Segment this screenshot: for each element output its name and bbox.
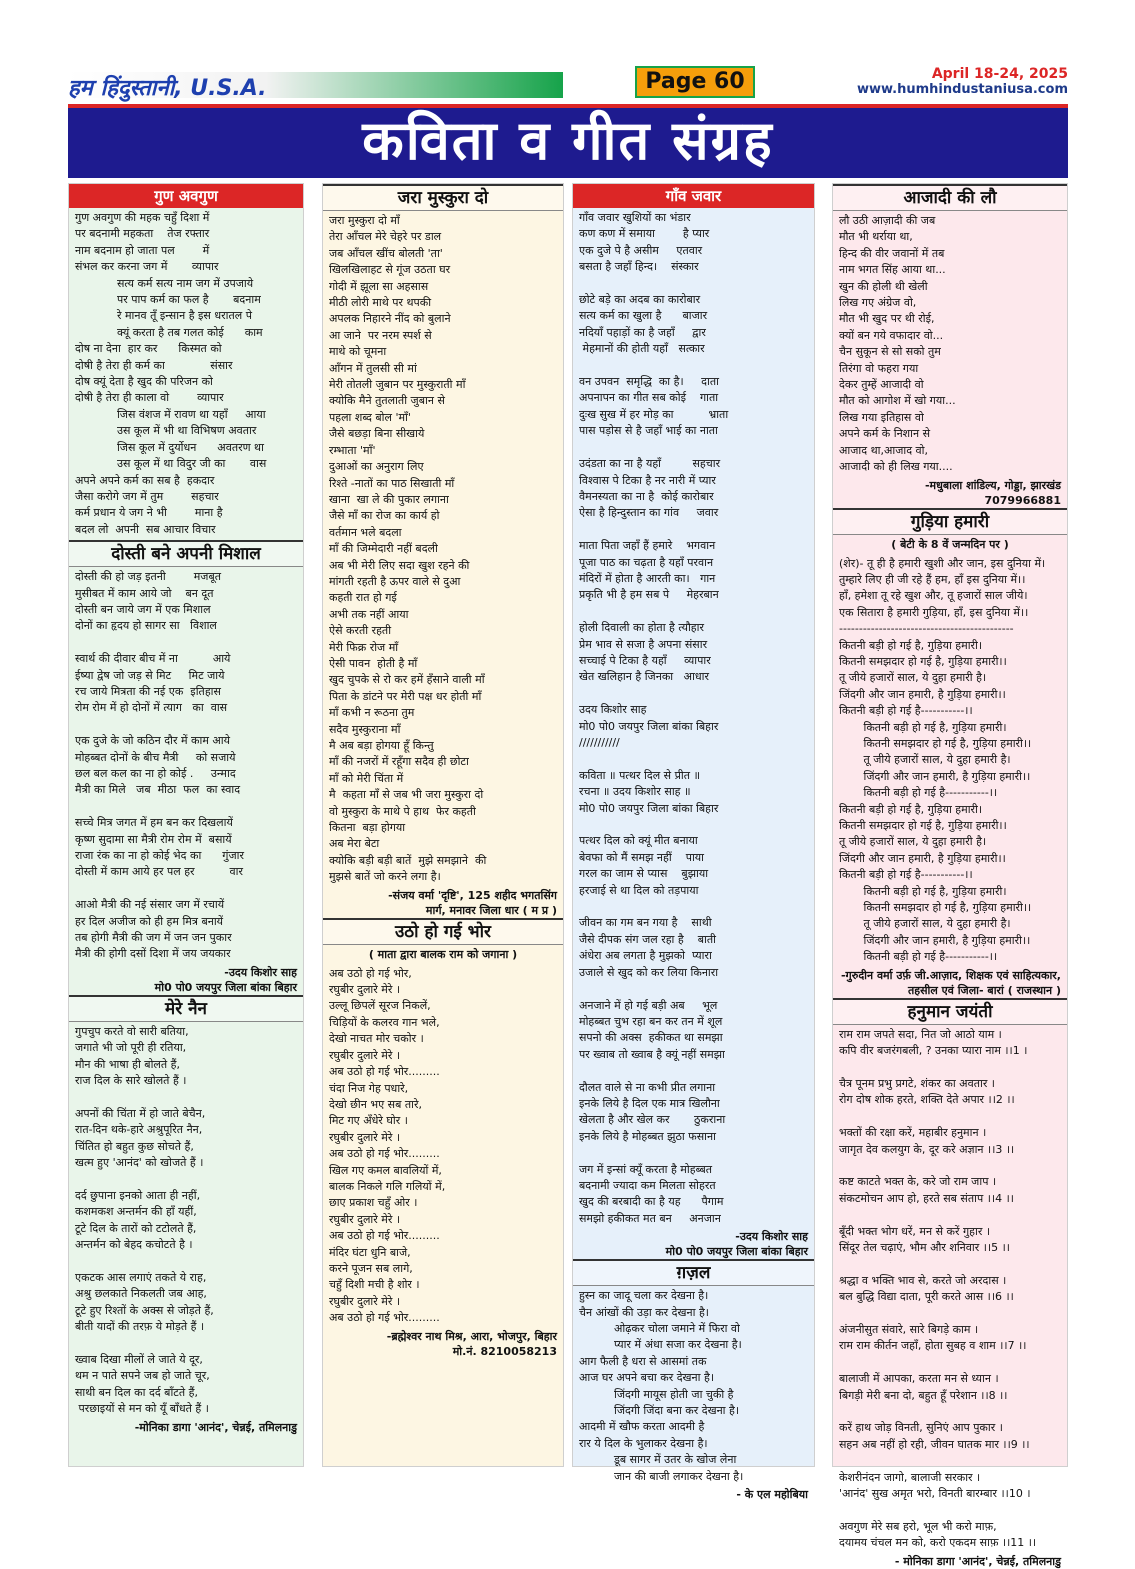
- poem-author: -गुरुदीन वर्मा उर्फ़ जी.आज़ाद, शिक्षक एवं साहित्यकार, तहसील एवं जिला- बारां ( राजस्थान ): [840, 968, 1061, 997]
- website-url[interactable]: www.humhindustaniusa.com: [856, 82, 1068, 97]
- poem-title: उठो हो गई भोर: [323, 918, 563, 945]
- poem-text: जरा मुस्कुरा दो माँ तेरा आँचल मेरे चेहरे पर डाल जब आँचल खींच बोलती 'ता' खिलखिलाहट से गूंज उठता घर गोदी में झूला सा अहसास मीठी लोरी माथे पर थपकी अपलक निहारने नींद को बुलाने आ जाने पर नरम स्पर्श से माथे को चूमना आँगन में तुलसी सी मां मेरी तोतली जुबान पर मुस्कुराती माँ क्योकि मैने तुतलाती जुबान से पहला शब्द बोल 'माँ' जैसे बछड़ा बिना सीखाये रम्भाता 'माँ' दुआओं का अनुराग लिए रिश्ते -नातों का पाठ सिखाती माँ खाना खा ले की पुकार लगाना जैसे माँ का रोज का कार्य हो वर्तमान भले बदला माँ की जिम्मेदारी नहीं बदली अब भी मेरी लिए सदा खुश रहने की मांगती रहती है ऊपर वाले से दुआ कहती रात हो गई अभी तक नहीं आया ऐसे करती रहती मेरी फिक्र रोज माँ ऐसी पावन होती है माँ खुद चुपके से रो कर हमें हँसाने वाली माँ पिता के डांटने पर मेरी पक्ष धर होती माँ माँ कभी न रूठना तुम सदैव मुस्कुराना माँ मै अब बड़ा होगया हूँ किन्तु माँ की नजरों में रहूँगा सदैव ही छोटा माँ को मेरी चिंता में मै कहता माँ से जब भी जरा मुस्कुरा दो वो मुस्कुरा के माथे पे हाथ फेर कहती कितना बड़ा होगया अब मेरा बेटा क्योकि बड़ी बड़ी बातें मुझे समझाने की मुझसे बातें जो करने लगा है।: [329, 214, 487, 884]
- page-number: Page 60: [635, 66, 755, 98]
- poem-text: दोस्ती की हो जड़ इतनी मजबूत मुसीबत में काम आये जो बन दूत दोस्ती बन जाये जग में एक मिशाल दोनों का हृदय हो सागर सा विशाल स्वार्थ की दीवार बीच में ना आये ईष्या द्वेष जो जड़ से मिट मिट जाये रच जाये मित्रता की नई एक इतिहास रोम रोम में हो दोनों में त्याग का वास एक दुजे के जो कठिन दौर में काम आये मोहब्बत दोनों के बीच मैत्री को सजाये छल बल कल का ना हो कोई . उन्माद मैत्री का मिले जब मीठा फल का स्वाद सच्चे मित्र जगत में हम बन कर दिखलायें कृष्ण सुदामा सा मैत्री रोम रोम में बसायें राजा रंक का ना हो कोई भेद का गुंजार दोस्ती में काम आये हर पल हर वार आओ मैत्री की नई संसार जग में रचायें हर दिल अजीज को ही हम मित्र बनायें तब होगी मैत्री की जग में जन जन पुकार मैत्री की होगी दसों दिशा में जय जयकार: [75, 570, 244, 961]
- poem-title: गुण अवगुण: [69, 184, 303, 208]
- poem-text: लौ उठी आज़ादी की जब मौत भी थर्राया था, हिन्द की वीर जवानों में तब नाम भगत सिंह आया था... खुन की होली थी खेली लिख गए अंग्रेज वो, मौत भी खुद पर थी रोई, क्यों बन गये वफादार वो... चैन सुकून से सो सको तुम तिरंगा वो फहरा गया देकर तुम्हें आजादी वो मौत को आगोश में खो गया... लिख गया इतिहास वो अपने कर्म के निशान से आजाद था,आजाद वो, आजादी को ही लिख गया....: [839, 214, 956, 474]
- poem-subtitle: ( माता द्वारा बालक राम को जगाना ): [368, 947, 518, 961]
- poem-author: -मधुबाला शांडिल्य, गोड्डा, झारखंड 7079966881: [924, 478, 1061, 507]
- poem-subtitle: ( बेटी के 8 वें जन्मदिन पर ): [891, 537, 1009, 551]
- poem-author: -मोनिका डागा 'आनंद', चेन्नई, तमिलनाडु: [134, 1420, 297, 1434]
- publication-name: हम हिंदुस्तानी, U.S.A.: [68, 76, 267, 101]
- poem-text: गुपचुप करते वो सारी बतिया, जगाते भी जो पूरी ही रतिया, मौन की भाषा ही बोलते हैं, राज दिल के सारे खोलते हैं । अपनों की चिंता में हो जाते बेचैन, रात-दिन थके-हारे अश्रुपूरित नैन, चिंतित हो बहुत कुछ सोचते हैं, खत्म हुए 'आनंद' को खोजते हैं । दर्द छुपाना इनको आता ही नहीं, कशमकश अन्तर्मन की हाँ यहीं, टूटे दिल के तारों को टटोलते हैं, अन्तर्मन को बेहद कचोटते है । एकटक आस लगाएं तकते ये राह, अश्रु छलकाते निकलती जब आह, टूटे हुए रिश्तों के अक्स से जोड़ते हैं, बीती यादों की तरफ़ ये मोड़ते हैं । ख्वाब दिखा मीलों ले जाते ये दूर, थम न पाते सपने जब हो जाते चूर, साथी बन दिल का दर्द बाँटते हैं, परछाइयों से मन को यूँ बाँधते हैं ।: [75, 1024, 214, 1416]
- poem-title: हनुमान जयंती: [833, 998, 1067, 1025]
- column-2: [322, 183, 564, 1467]
- poem-title: मेरे नैन: [69, 995, 303, 1022]
- poem-text: अब उठो हो गई भोर, रघुबीर दुलारे मेरे । उल्लू छिपलें सूरज निकलें, चिड़ियों के कलरव गान भले, देखो नाचत मोर चकोर । रघुबीर दुलारे मेरे । अब उठो हो गई भोर......... चंदा निज गेह पधारे, देखो छीन भए सब तारे, मिट गए अँधेरे घोर । रघुबीर दुलारे मेरे । अब उठो हो गई भोर......... खिल गए कमल बावलियों में, बालक निकले गलि गलियों में, छाए प्रकाश चहुँ ओर । रघुबीर दुलारे मेरे । अब उठो हो गई भोर......... मंदिर घंटा धुनि बाजे, करने पूजन सब लागे, चहुँ दिशी मची है शोर । रघुबीर दुलारे मेरे । अब उठो हो गई भोर.........: [329, 966, 446, 1325]
- poem-text: गाँव जवार खुशियों का भंडार कण कण में समाया है प्यार एक दुजे पे है असीम एतवार बसता है जहाँ हिन्द। संस्कार छोटे बड़े का अदब का कारोबार सत्य कर्म का खुला है बाजार नदियाँ पहाड़ों का है जहाँ द्वार मेहमानों की होती यहाँ सत्कार वन उपवन समृद्धि का है। दाता अपनापन का गीत सब कोई गाता दुःख सुख में हर मोड़ का भ्राता पास पड़ोस से है जहाँ भाई का नाता उदंडता का ना है यहाँ सहचार विश्वास पे टिका है नर नारी में प्यार वैमनस्यता का ना है कोई कारोबार ऐसा है हिन्दुस्तान का गांव जवार माता पिता जहाँ हैं हमारे भगवान पूजा पाठ का चढ़ता है यहाँ परवान मंदिरों में होता है आरती का। गान प्रकृति भी है हम सब पे मेहरबान होली दिवाली का होता है त्यौहार प्रेम भाव से सजा है अपना संसार सच्चाई पे टिका है यहाँ व्यापार खेत खलिहान है जिनका आधार उदय किशोर साह मो0 पो0 जयपुर जिला बांका बिहार /////////// कविता ॥ पत्थर दिल से प्रीत ॥ रचना ॥ उदय किशोर साह ॥ मो0 पो0 जयपुर जिला बांका बिहार पत्थर दिल को क्यूं मीत बनाया बेवफा को मैं समझ नहीं पाया गरल का जाम से प्यास बुझाया हरजाई से था दिल को तड़पाया जीवन का गम बन गया है साथी जैसे दीपक संग जल रहा है बाती अंधेरा अब लगता है मुझको प्यारा उजाले से खुद को कर लिया किनारा अनजाने में हो गई बड़ी अब भूल मोहब्बत चुभ रहा बन कर तन में शूल सपनो की अक्स हकीकत था समझा पर ख्वाब तो ख्वाब है क्यूं नहीं समझा दौलत वाले से ना कभी प्रीत लगाना इनके लिये है दिल एक मात्र खिलौना खेलता है और खेल कर ठुकराना इनके लिये है मोहब्बत झुठा फसाना जग में इन्सां क्यूँ करता है मोहब्बत बदनामी ज्यादा कम मिलता सोहरत खुद की बरबादी का है यह पैगाम समझो हकीकत मत बन अनजान: [579, 211, 729, 1225]
- poem-author: - के एल महोबिया: [736, 1488, 808, 1502]
- poem-author: - मोनिका डागा 'आनंद', चेन्नई, तमिलनाडु: [894, 1554, 1061, 1568]
- section-banner: [68, 104, 1068, 178]
- poem-author: -ब्रह्मेश्वर नाथ मिश्र, आरा, भोजपुर, बिहार मो.नं. 8210058213: [386, 1329, 557, 1358]
- column-4: [832, 183, 1068, 1568]
- column-1: [68, 183, 304, 1467]
- issue-date: April 18-24, 2025: [931, 66, 1068, 82]
- poem-text: हुस्न का जादू चला कर देखना है। चैन आंखों की उड़ा कर देखना है। ओढ़कर चोला जमाने में फिरा वो प्यार में अंधा सजा कर देखना है। आग फैली है धरा से आसमां तक आज घर अपने बचा कर देखना है। जिंदगी मायूस होती जा चुकी है जिंदगी जिंदा बना कर देखना है। आदमी में खौफ करता आदमी है रार ये दिल के भुलाकर देखना है। डूब सागर में उतर के खोज लेना जान की बाजी लगाकर देखना है।: [579, 1289, 744, 1483]
- masthead: [68, 66, 1068, 100]
- column-3: [572, 183, 815, 1502]
- poem-title: जरा मुस्कुरा दो: [323, 184, 563, 211]
- poem-author: -उदय किशोर साह मो0 पो0 जयपुर जिला बांका बिहार: [665, 1230, 808, 1259]
- poem-author: -उदय किशोर साह मो0 पो0 जयपुर जिला बांका बिहार: [154, 965, 297, 994]
- poem-text: गुण अवगुण की महक चहुँ दिशा में पर बदनामी महकता तेज रफ्तार नाम बदनाम हो जाता पल में संभल कर करना जग में व्यापार सत्य कर्म सत्य नाम जग में उपजाये पर पाप कर्म का फल है बदनाम रे मानव तूँ इन्सान है इस धरातल पे क्यूं करता है तब गलत कोई काम दोष ना देना हार कर किस्मत को दोषी है तेरा ही कर्म का संसार दोष क्यूं देता है खुद की परिजन को दोषी है तेरा ही काला वो व्यापार जिस वंशज में रावण था यहाँ आया उस कूल में भी था विभिषण अवतार जिस कूल में दुर्योधन अवतरण था उस कूल में था विदुर जी का वास अपने अपने कर्म का सब है हकदार जैसा करोगे जग में तुम सहचार कर्म प्रधान ये जग ने भी माना है बदल लो अपनी सब आचार विचार: [75, 211, 267, 536]
- poem-text: (शेर)- तू ही है हमारी खुशी और जान, इस दुनिया में। तुम्हारे लिए ही जी रहे हैं हम, हाँ इस दुनिया में।। हाँ, हमेशा तू रहे खुश और, तू हजारों साल जीये। एक सितारा है हमारी गुड़िया, हाँ, इस दुनिया में।। -------------------------------------------- कितनी बड़ी हो गई है, गुड़िया हमारी। कितनी समझदार हो गई है, गुड़िया हमारी।। तू जीये हजारों साल, ये दुहा हमारी है। जिंदगी और जान हमारी, है गुड़िया हमारी।। कितनी बड़ी हो गई है-----------।। कितनी बड़ी हो गई है, गुड़िया हमारी। कितनी समझदार हो गई है, गुड़िया हमारी।। तू जीये हजारों साल, ये दुहा हमारी है। जिंदगी और जान हमारी, है गुड़िया हमारी।। कितनी बड़ी हो गई है-----------।। कितनी बड़ी हो गई है, गुड़िया हमारी। कितनी समझदार हो गई है, गुड़िया हमारी।। तू जीये हजारों साल, ये दुहा हमारी है। जिंदगी और जान हमारी, है गुड़िया हमारी।। कितनी बड़ी हो गई है-----------।। कितनी बड़ी हो गई है, गुड़िया हमारी। कितनी समझदार हो गई है, गुड़िया हमारी।। तू जीये हजारों साल, ये दुहा हमारी है। जिंदगी और जान हमारी, है गुड़िया हमारी।। कितनी बड़ी हो गई है-----------।।: [839, 556, 1046, 964]
- section-title: कविता व गीत संग्रह: [362, 109, 774, 172]
- poem-title: ग़ज़ल: [573, 1259, 814, 1286]
- poem-title: गाँव जवार: [573, 184, 814, 208]
- poem-title: दोस्ती बने अपनी मिशाल: [69, 540, 303, 567]
- poem-title: गुड़िया हमारी: [833, 508, 1067, 535]
- poem-title: आजादी की लौ: [833, 184, 1067, 211]
- poem-author: -संजय वर्मा 'दृष्टि', 125 शहीद भगतसिंग मार्ग, मनावर जिला धार ( म प्र ): [388, 888, 557, 917]
- poem-text: राम राम जपते सदा, नित जो आठो याम । कपि वीर बजरंगबली, ? उनका प्यारा नाम ।।1 । चैत्र पूनम प्रभु प्रगटे, शंकर का अवतार । रोग दोष शोक हरते, शक्ति देते अपार ।।2 ।। भक्तों की रक्षा करें, महाबीर हनुमान । जागृत देव कलयुग के, दूर करे अज्ञान ।।3 ।। कष्ट काटते भक्त के, करे जो राम जाप । संकटमोचन आप हो, हरते सब संताप ।।4 ।। बूँदी भक्त भोग धरें, मन से करें गुहार । सिंदूर तेल चढ़ाएं, भौम और शनिवार ।।5 ।। श्रद्धा व भक्ति भाव से, करते जो अरदास । बल बुद्धि विद्या दाता, पूरी करते आस ।।6 ।। अंजनीसुत संवारे, सारे बिगड़े काम । राम राम कीर्तन जहाँ, होता सुबह व शाम ।।7 ।। बालाजी में आपका, करता मन से ध्यान । बिगड़ी मेरी बना दो, बहुत हूँ परेशान ।।8 ।। करें हाथ जोड़ विनती, सुनिएं आप पुकार । सहन अब नहीं हो रही, जीवन घातक मार ।।9 ।। केशरीनंदन जागो, बालाजी सरकार । 'आनंद' सुख अमृत भरो, विनती बारम्बार ।।10 । अवगुण मेरे सब हरो, भूल भी करो माफ़, दयामय चंचल मन को, करो एकदम साफ़ ।।11 ।।: [839, 1027, 1037, 1550]
